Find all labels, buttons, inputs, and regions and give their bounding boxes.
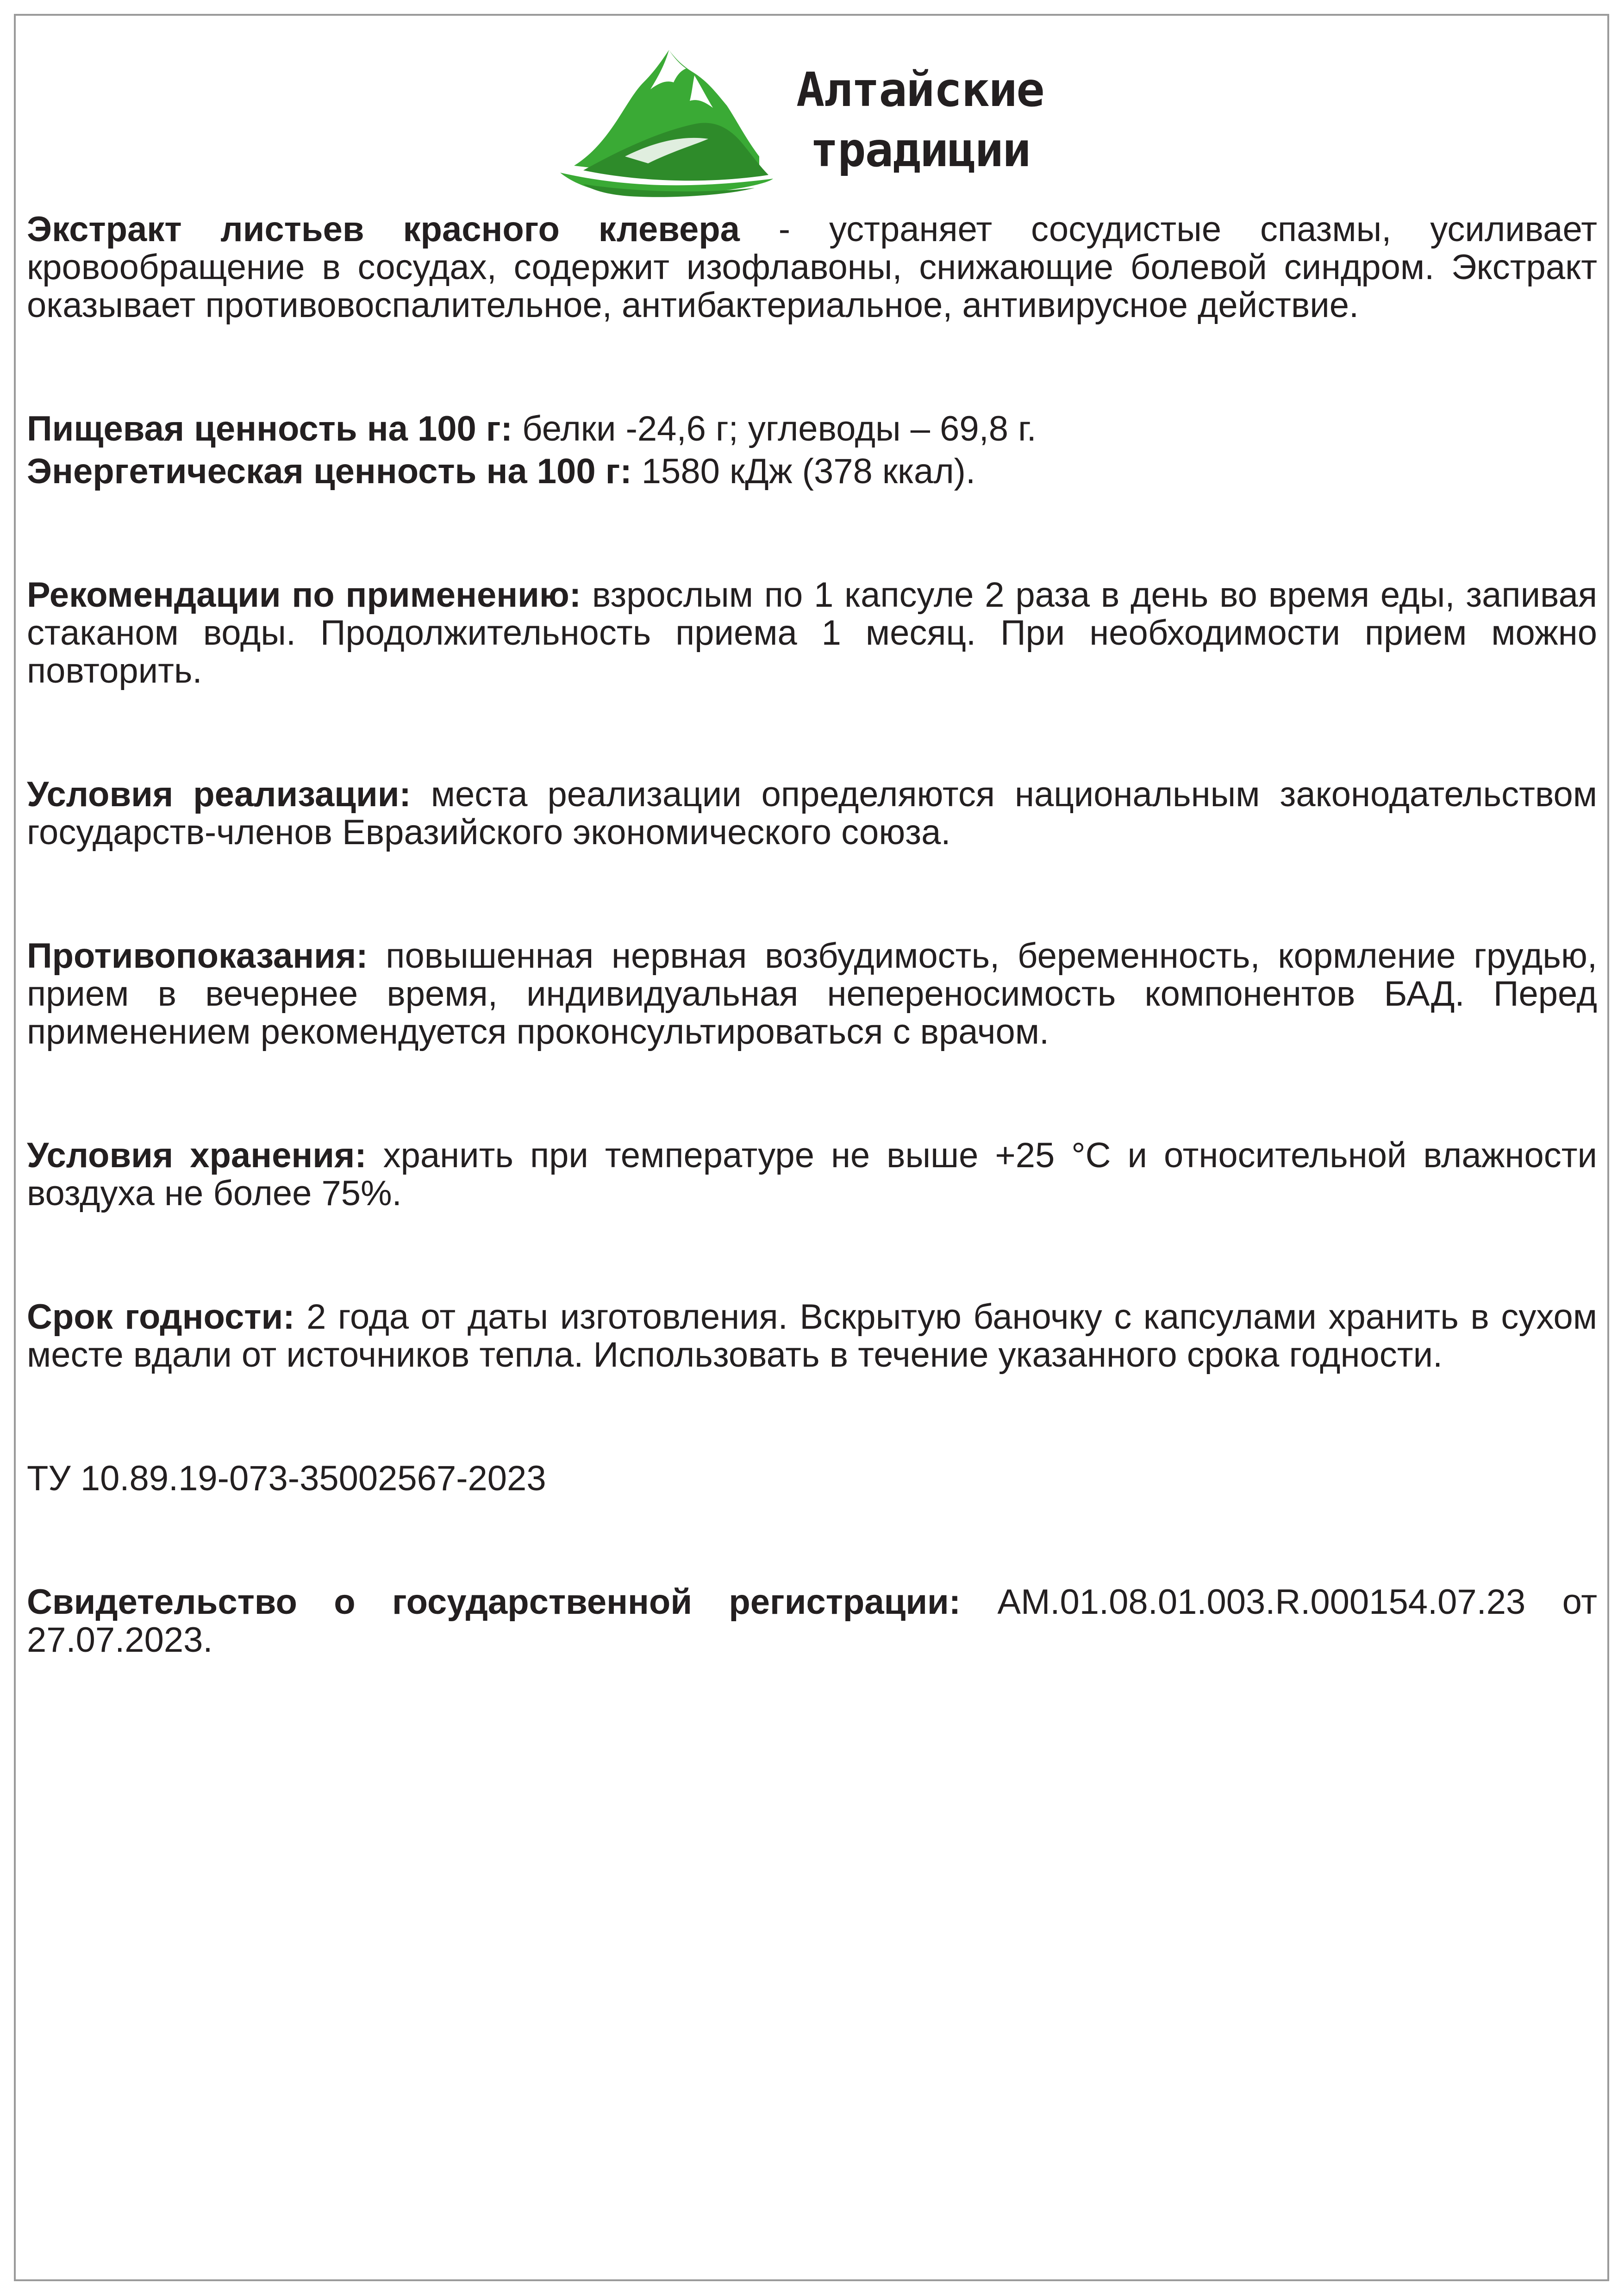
registration-paragraph	[27, 1583, 1597, 1659]
label-text	[27, 211, 1597, 1659]
storage-paragraph	[27, 1137, 1597, 1213]
nutrition-text: белки -24,6 г; углеводы – 69,8 г.	[512, 409, 1037, 448]
contra-paragraph	[27, 937, 1597, 1051]
registration-text: AM.01.08.01.003.R.000154.07.23 от 27.07.2023.	[27, 1582, 1597, 1660]
sale-text: места реализации определяются национальным законодательством государств-членов Евразийского экономического союза.	[27, 775, 1597, 852]
tu-paragraph	[27, 1460, 1597, 1498]
contra-heading: Противопоказания:	[27, 936, 368, 976]
brand-name-line1: Алтайские	[796, 62, 1044, 118]
usage-heading: Рекомендации по применению:	[27, 575, 581, 615]
contra-text: повышенная нервная возбудимость, беременность, кормление грудью, прием в вечернее время, индивидуальная непереносимость компонентов БАД. Перед применением рекомендуется проконсультироваться с врачом.	[27, 936, 1597, 1052]
storage-heading: Условия хранения:	[27, 1136, 367, 1175]
shelf-heading: Срок годности:	[27, 1297, 295, 1337]
brand-logo	[556, 31, 1042, 198]
shelf-text: 2 года от даты изготовления. Вскрытую баночку с капсулами хранить в сухом месте вдали от источников тепла. Использовать в течение указанного срока годности.	[27, 1297, 1598, 1375]
usage-paragraph	[27, 576, 1597, 690]
tu-text: ТУ 10.89.19-073-35002567-2023	[27, 1459, 546, 1498]
energy-paragraph	[27, 453, 1597, 491]
extract-text: - устраняет сосудистые спазмы, усиливает кровообращение в сосудах, содержит изофлавоны, снижающие болевой синдром. Экстракт оказывает противовоспалительное, антибактериальное, антивирусное действие.	[27, 210, 1598, 325]
brand-name	[796, 60, 1044, 180]
nutrition-heading: Пищевая ценность на 100 г:	[27, 409, 512, 448]
brand-name-line2: традиции	[810, 123, 1030, 178]
extract-paragraph	[27, 211, 1597, 324]
registration-heading: Свидетельство о государственной регистрации:	[27, 1582, 961, 1622]
storage-text: хранить при температуре не выше +25 °С и относительной влажности воздуха не более 75%.	[27, 1136, 1597, 1213]
energy-text: 1580 кДж (378 ккал).	[631, 452, 976, 491]
extract-heading: Экстракт листьев красного клевера	[27, 210, 740, 249]
usage-text: взрослым по 1 капсуле 2 раза в день во время еды, запивая стаканом воды. Продолжительность приема 1 месяц. При необходимости прием можно повторить.	[27, 575, 1597, 691]
mountain-logo-icon	[556, 31, 787, 198]
sale-paragraph	[27, 776, 1597, 852]
sale-heading: Условия реализации:	[27, 775, 411, 814]
shelf-paragraph	[27, 1298, 1597, 1374]
nutrition-paragraph	[27, 410, 1597, 448]
energy-heading: Энергетическая ценность на 100 г:	[27, 452, 632, 491]
